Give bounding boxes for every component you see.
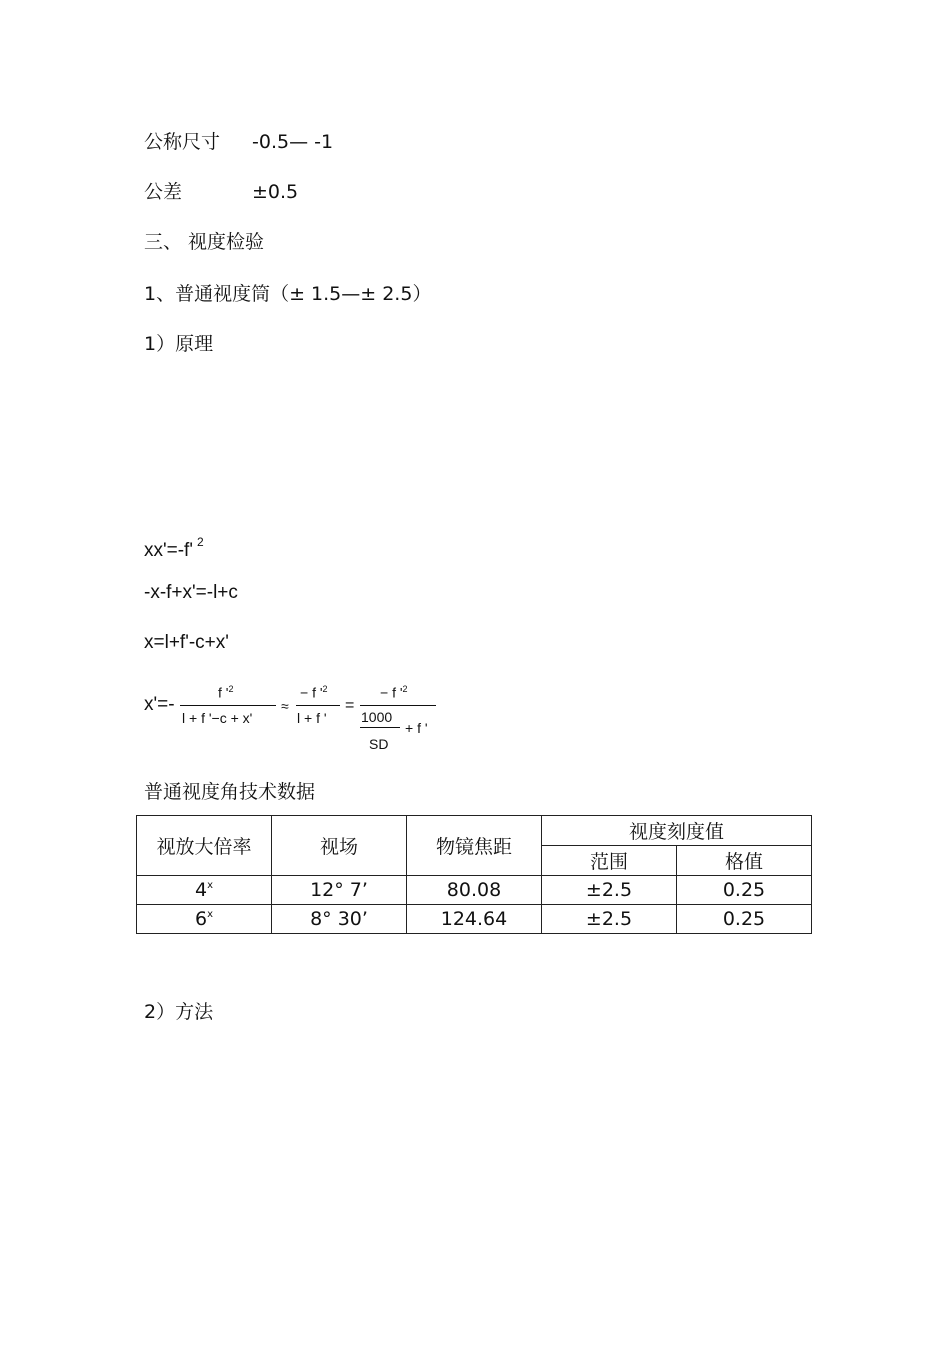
cell-magnification: 4$^x$ [137, 876, 272, 905]
header-magnification: 视放大倍率 [137, 816, 272, 876]
formula-x: x=l+f'-c+x' [144, 632, 229, 653]
approx-sign: ≈ [281, 698, 289, 714]
tolerance-value: ±0.5 [252, 181, 299, 203]
equals-sign: = [345, 697, 355, 714]
fraction1-numerator: f '$^2$ [218, 684, 234, 701]
header-focal-length: 物镜焦距 [407, 816, 542, 876]
tolerance-line [144, 180, 298, 204]
cell-field: 12° 7’ [272, 876, 407, 905]
cell-grade: 0.25 [677, 876, 812, 905]
header-grade: 格值 [677, 846, 812, 876]
table-row [137, 876, 812, 905]
nominal-size-value: -0.5— -1 [252, 131, 334, 153]
plus-f-term: + f ' [405, 720, 428, 736]
cell-range: ±2.5 [542, 905, 677, 934]
item-heading-ordinary-diopter: 1、普通视度筒（± 1.5—± 2.5） [144, 283, 432, 305]
cell-focal: 124.64 [407, 905, 542, 934]
cell-range: ±2.5 [542, 876, 677, 905]
fraction3-bar [360, 705, 436, 706]
cell-focal: 80.08 [407, 876, 542, 905]
fraction1-denominator: l + f '−c + x' [182, 710, 253, 726]
table-row [137, 905, 812, 934]
header-range: 范围 [542, 846, 677, 876]
cell-magnification: 6$^x$ [137, 905, 272, 934]
section-heading-diopter: 三、 视度检验 [144, 231, 265, 253]
fraction2-bar [296, 705, 340, 706]
tolerance-label: 公差 [144, 181, 183, 203]
formula-newton-main: xx'=-f' [144, 540, 193, 561]
header-field-of-view: 视场 [272, 816, 407, 876]
fraction2-numerator: − f '$^2$ [300, 684, 328, 701]
sub-heading-principle: 1）原理 [144, 333, 214, 355]
table-header-row [137, 816, 812, 846]
diopter-data-table [136, 815, 812, 934]
inner-fraction-bar [360, 727, 400, 728]
nominal-size-line [144, 130, 333, 154]
nominal-size-label: 公称尺寸 [144, 131, 221, 153]
fraction1-bar [180, 705, 276, 706]
inner-fraction-numerator: 1000 [361, 709, 393, 725]
cell-grade: 0.25 [677, 905, 812, 934]
sub-heading-method: 2）方法 [144, 1001, 214, 1023]
fraction2-denominator: l + f ' [297, 710, 327, 726]
formula-newton [144, 530, 204, 563]
formula-fraction-lhs: x'=- [144, 694, 175, 715]
formula-newton-exp: 2 [196, 535, 204, 549]
inner-fraction-denominator: SD [369, 736, 389, 752]
formula-distance: -x-f+x'=-l+c [144, 582, 238, 603]
header-diopter-scale: 视度刻度值 [542, 816, 812, 846]
fraction3-numerator: − f '$^2$ [380, 684, 408, 701]
cell-field: 8° 30’ [272, 905, 407, 934]
table-title: 普通视度角技术数据 [144, 781, 316, 803]
